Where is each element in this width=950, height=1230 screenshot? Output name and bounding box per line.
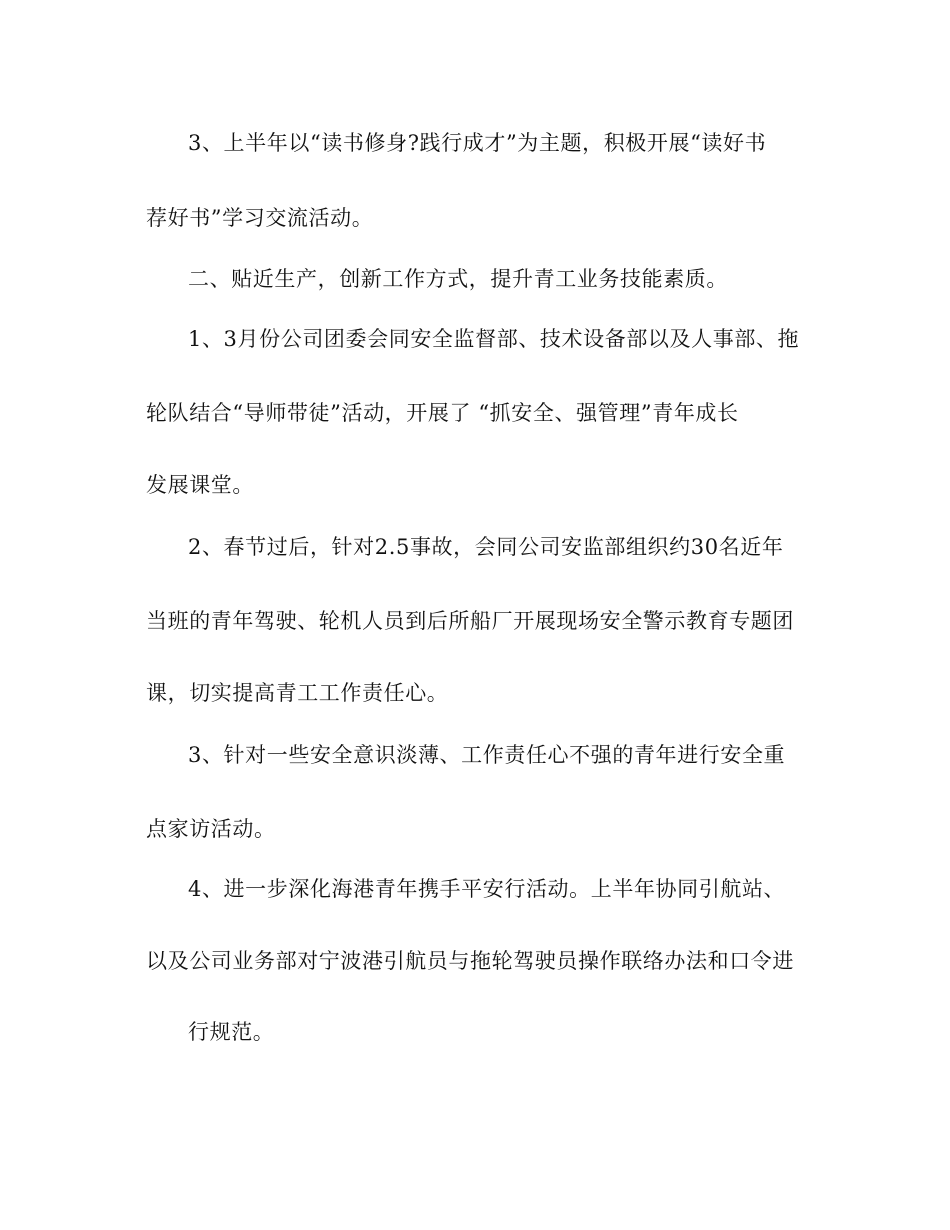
paragraph-line: 3、针对一些安全意识淡薄、工作责任心不强的青年进行安全重 xyxy=(188,743,786,767)
paragraph-line: 2、春节过后，针对2.5事故，会同公司安监部组织约30名近年 xyxy=(188,535,784,559)
paragraph-line: 行规范。 xyxy=(188,1020,275,1044)
paragraph-line: 点家访活动。 xyxy=(146,817,276,841)
paragraph-line: 1、3月份公司团委会同安全监督部、技术设备部以及人事部、拖 xyxy=(188,327,800,351)
paragraph-line: 当班的青年驾驶、轮机人员到后所船厂开展现场安全警示教育专题团 xyxy=(146,609,794,633)
paragraph-line: 3、上半年以“读书修身?践行成才”为主题，积极开展“读好书 xyxy=(188,131,767,155)
paragraph-line: 4、进一步深化海港青年携手平安行活动。上半年协同引航站、 xyxy=(188,877,786,901)
paragraph-line: 课，切实提高青工工作责任心。 xyxy=(146,681,449,705)
paragraph-line: 轮队结合“导师带徒”活动，开展了 “抓安全、强管理”青年成长 xyxy=(146,401,739,425)
paragraph-line: 荐好书”学习交流活动。 xyxy=(146,206,374,230)
paragraph-line: 发展课堂。 xyxy=(146,473,254,497)
paragraph-line: 以及公司业务部对宁波港引航员与拖轮驾驶员操作联络办法和口令进 xyxy=(146,949,794,973)
section-heading: 二、贴近生产，创新工作方式，提升青工业务技能素质。 xyxy=(188,267,728,291)
